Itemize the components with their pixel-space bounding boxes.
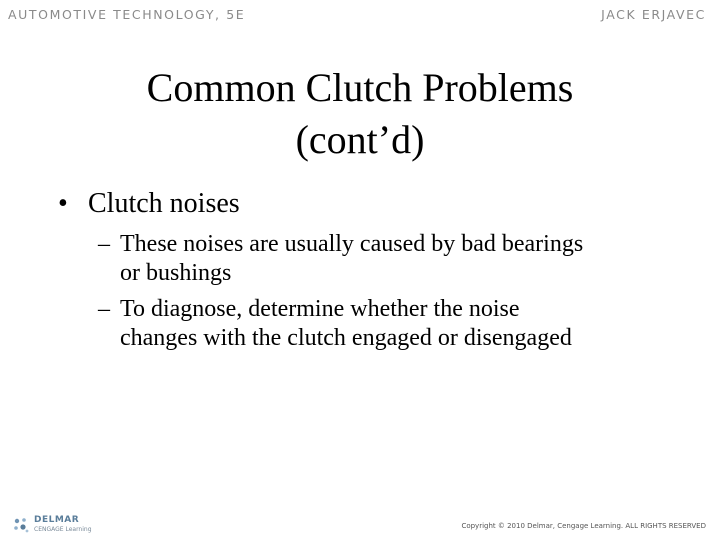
bullet-text: Clutch noises: [88, 188, 240, 219]
logo-name: DELMAR: [34, 515, 80, 525]
sub-bullet-causes: [98, 230, 708, 288]
sub-bullet-line: These noises are usually caused by bad bearings: [120, 231, 584, 257]
author-name: JACK ERJAVEC: [601, 7, 706, 22]
slide-title: [60, 62, 660, 166]
sub-bullet-list: [98, 230, 708, 360]
sub-bullet-line: To diagnose, determine whether the noise: [120, 296, 520, 322]
bullet-marker: •: [58, 188, 68, 219]
sub-bullet-line: changes with the clutch engaged or disengaged: [120, 325, 572, 351]
sub-bullet-line: or bushings: [120, 260, 232, 286]
slide-title-line-2: (cont’d): [295, 117, 425, 162]
logo-text: [34, 516, 92, 534]
logo-tagline: CENGAGE Learning: [34, 526, 92, 533]
delmar-logo-icon: [12, 516, 30, 534]
slide-title-line-1: Common Clutch Problems: [146, 65, 574, 110]
sub-bullet-marker: –: [98, 296, 110, 322]
sub-bullet-diagnose: [98, 295, 708, 353]
publisher-logo: [12, 516, 92, 534]
sub-bullet-marker: –: [98, 231, 110, 257]
bullet-clutch-noises: [58, 186, 240, 222]
copyright-notice: Copyright © 2010 Delmar, Cengage Learning. ALL RIGHTS RESERVED: [461, 522, 706, 530]
course-title: AUTOMOTIVE TECHNOLOGY, 5E: [8, 7, 246, 22]
